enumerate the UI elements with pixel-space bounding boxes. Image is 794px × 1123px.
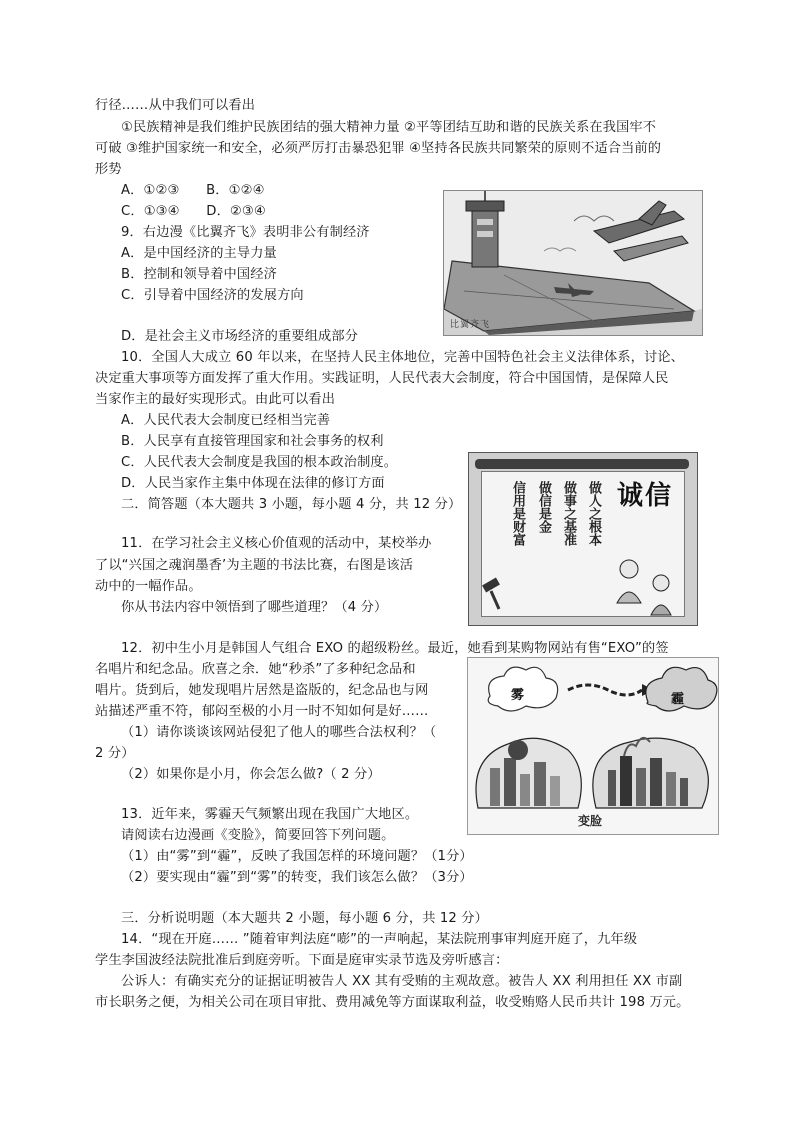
text-line: 学生李国波经法院批准后到庭旁听。下面是庭审实录节选及旁听感言： — [95, 953, 509, 968]
smog-illustration — [468, 658, 718, 834]
question-9: 9．右边漫《比翼齐飞》表明非公有制经济 — [121, 225, 370, 240]
question-12: 12．初中生小月是韩国人气组合 EXO 的超级粉丝。最近，她看到某购物网站有售“EXO”的签 — [121, 641, 669, 656]
text-line: 形势 — [95, 162, 122, 177]
text-line: 公诉人：有确实充分的证据证明被告人 XX 其有受贿的主观故意。被告人 XX 利用担任 XX 市副 — [121, 974, 683, 989]
text-line: 了以“兴国之魂润墨香’为主题的书法比赛，右图是该活 — [95, 558, 414, 573]
calligraphy-col-2: 做事之基准 — [561, 481, 576, 546]
option-line: A．①②③ B．①②④ — [121, 183, 265, 198]
option-line: D．人民当家作主集中体现在法律的修订方面 — [121, 476, 385, 491]
question-10: 10．全国人大成立 60 年以来，在坚持人民主体地位，完善中国特色社会主义法律体系，讨论、 — [121, 350, 685, 365]
option-line: C．引导着中国经济的发展方向 — [121, 288, 304, 303]
text-line: 动中的一幅作品。 — [95, 579, 202, 594]
text-line: 唱片。货到后，她发现唱片居然是盗版的，纪念品也与网 — [95, 683, 429, 698]
cloud-label-fog: 雾 — [511, 688, 525, 703]
calligraphy-figure — [468, 452, 698, 626]
text-line: 行径……从中我们可以看出 — [95, 98, 256, 113]
cartoon-caption: 变脸 — [578, 814, 603, 828]
smog-cartoon-figure — [467, 657, 719, 835]
cartoon-carrier-figure — [443, 190, 703, 336]
text-line: 2 分） — [95, 746, 135, 761]
question-13: 13．近年来，雾霾天气频繁出现在我国广大地区。 — [121, 807, 419, 822]
text-line: （1）请你谈谈该网站侵犯了他人的哪些合法权利？（ — [121, 725, 437, 740]
question-14: 14．“现在开庭…… ”随着审判法庭“嘭”的一声响起，某法院刑事审判庭开庭了，九年级 — [121, 932, 638, 947]
option-line: B．控制和领导着中国经济 — [121, 267, 277, 282]
option-line: A．是中国经济的主导力量 — [121, 246, 277, 261]
option-line: C．①③④ D．②③④ — [121, 204, 266, 219]
option-line: B．人民享有直接管理国家和社会事务的权利 — [121, 434, 384, 449]
text-line: 市长职务之便，为相关公司在项目审批、费用减免等方面谋取利益，收受贿赂人民币共计 198 万元。 — [95, 995, 690, 1010]
calligraphy-col-4: 信用是财富 — [510, 481, 525, 546]
text-line: 决定重大事项等方面发挥了重大作用。实践证明，人民代表大会制度，符合中国国情，是保障人民 — [95, 371, 669, 386]
big-calligraphy-title: 诚信 — [617, 481, 674, 511]
text-line: （2）如果你是小月，你会怎么做?（ 2 分） — [121, 767, 381, 782]
text-line: （1）由“雾”到“霾”，反映了我国怎样的环境问题？（1分） — [121, 849, 473, 864]
section-heading: 二．简答题（本大题共 3 小题，每小题 4 分，共 12 分） — [121, 497, 462, 512]
text-line: 可破 ③维护国家统一和安全，必须严厉打击暴恐犯罪 ④坚持各民族共同繁荣的原则不适合当前的 — [95, 141, 662, 156]
text-line: 你从书法内容中领悟到了哪些道理？（4 分） — [121, 600, 388, 615]
option-line: C．人民代表大会制度是我国的根本政治制度。 — [121, 455, 398, 470]
text-line: 请阅读右边漫画《变脸》，简要回答下列问题。 — [121, 828, 395, 843]
cloud-label-haze: 霾 — [671, 692, 685, 707]
option-line: D．是社会主义市场经济的重要组成部分 — [121, 329, 359, 344]
text-line: 名唱片和纪念品。欣喜之余．她“秒杀”了多种纪念品和 — [95, 662, 416, 677]
calligraphy-people-illustration — [469, 453, 697, 625]
text-line: ①民族精神是我们维护民族团结的强大精神力量 ②平等团结互助和谐的民族关系在我国牢不 — [121, 120, 657, 135]
option-line: A．人民代表大会制度已经相当完善 — [121, 413, 331, 428]
calligraphy-col-1: 做人之根本 — [586, 481, 601, 546]
calligraphy-col-3: 做信是金 — [536, 481, 551, 533]
text-line: 当家作主的最好实现形式。由此可以看出 — [95, 392, 336, 407]
carrier-illustration — [444, 191, 702, 335]
section-heading: 三．分析说明题（本大题共 2 小题，每小题 6 分，共 12 分） — [121, 911, 488, 926]
text-line: （2）要实现由“霾”到“雾”的转变，我们该怎么做？（3分） — [121, 870, 473, 885]
text-line: 站描述严重不符，郁闷至极的小月一时不知如何是好…… — [95, 704, 429, 719]
cartoon-caption: 比翼齐飞 — [450, 320, 491, 330]
question-11: 11．在学习社会主义核心价值观的活动中，某校举办 — [121, 536, 432, 551]
